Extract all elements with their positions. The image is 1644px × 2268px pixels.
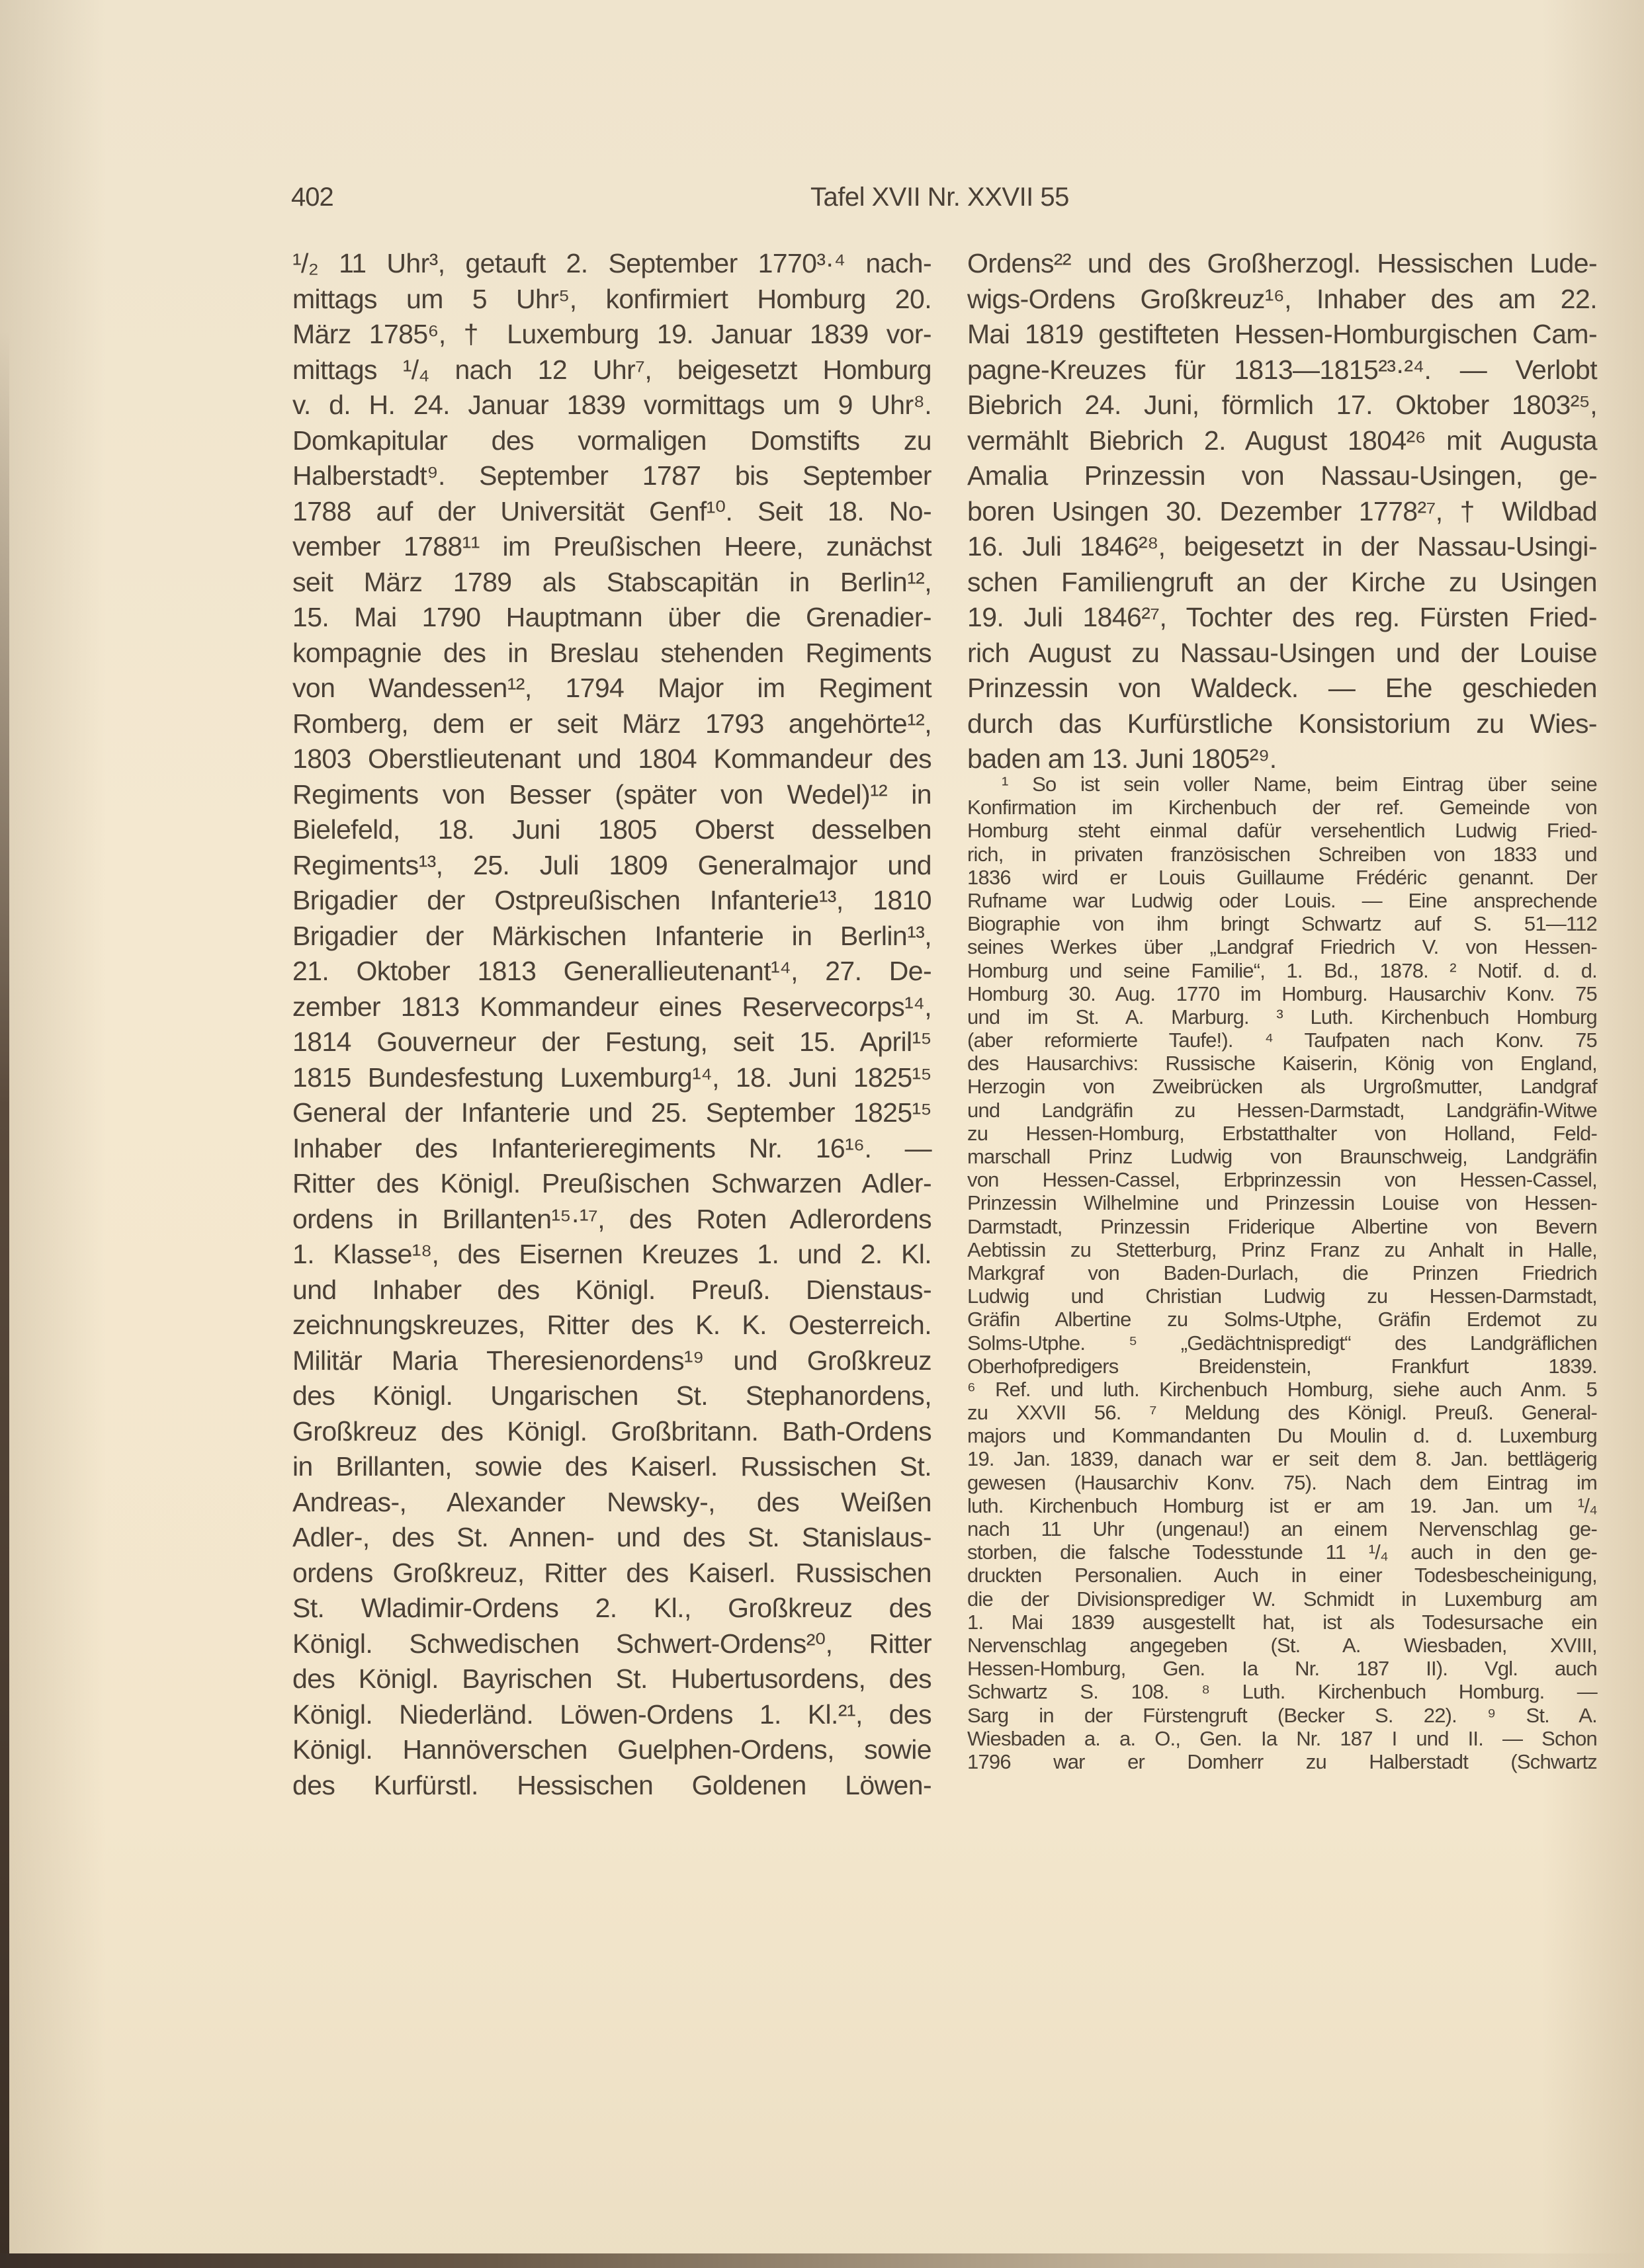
footnote-line: Homburg 30. Aug. 1770 im Homburg. Hausarchiv Konv. 75 <box>967 982 1597 1005</box>
footnote-line: marschall Prinz Ludwig von Braunschweig, Landgräfin <box>967 1145 1597 1168</box>
text-line: Romberg, dem er seit März 1793 angehörte¹², <box>292 708 931 739</box>
footnote-line: von Hessen-Cassel, Erbprinzessin von Hessen-Cassel, <box>967 1168 1597 1192</box>
text-line: und Inhaber des Königl. Preuß. Dienstaus- <box>292 1274 931 1305</box>
text-line: 15. Mai 1790 Hauptmann über die Grenadier- <box>292 602 931 632</box>
footnote-line: Solms-Utphe. ⁵ „Gedächtnispredigt“ des Landgräflichen <box>967 1331 1597 1355</box>
text-line: Regiments¹³, 25. Juli 1809 Generalmajor und <box>292 849 931 880</box>
footnote-line: Homburg und seine Familie“, 1. Bd., 1878. ² Notif. d. d. <box>967 958 1597 982</box>
text-line: Brigadier der Märkischen Infanterie in Berlin¹³, <box>292 920 931 951</box>
right-column-text <box>967 246 1597 777</box>
footnote-line: luth. Kirchenbuch Homburg ist er am 19. Jan. um ¹/₄ <box>967 1493 1597 1517</box>
text-line: kompagnie des in Breslau stehenden Regiments <box>292 637 931 668</box>
footnote-line: seines Werkes über „Landgraf Friedrich V. von Hessen- <box>967 935 1597 959</box>
text-line: Biebrich 24. Juni, förmlich 17. Oktober 1803²⁵, <box>967 390 1597 420</box>
text-line: 19. Juli 1846²⁷, Tochter des reg. Fürsten Fried- <box>967 602 1597 632</box>
text-line: von Wandessen¹², 1794 Major im Regiment <box>292 673 931 703</box>
text-line: wigs-Ordens Großkreuz¹⁶, Inhaber des am 22. <box>967 283 1597 314</box>
text-line: Regiments von Besser (später von Wedel)¹² in <box>292 778 931 810</box>
footnote-line: nach 11 Uhr (ungenau!) an einem Nervenschlag ge- <box>967 1517 1597 1540</box>
text-line: Ritter des Königl. Preußischen Schwarzen Adler- <box>292 1168 931 1198</box>
footnote-line: 1836 wird er Louis Guillaume Frédéric genannt. Der <box>967 865 1597 889</box>
text-line: Inhaber des Infanterieregiments Nr. 16¹⁶. — <box>292 1132 931 1163</box>
text-line: Königl. Hannöverschen Guelphen-Ordens, sowie <box>292 1734 931 1765</box>
text-line: v. d. H. 24. Januar 1839 vormittags um 9 Uhr⁸. <box>292 390 931 420</box>
text-line: schen Familiengruft an der Kirche zu Usingen <box>967 566 1597 597</box>
footnote-line: (aber reformierte Taufe!). ⁴ Taufpaten nach Konv. 75 <box>967 1029 1597 1052</box>
text-line: Ordens²² und des Großherzogl. Hessischen Lude- <box>967 248 1597 278</box>
footnote-line: Homburg steht einmal dafür versehentlich Ludwig Fried- <box>967 819 1597 843</box>
text-line: 1788 auf der Universität Genf¹⁰. Seit 18. No- <box>292 495 931 526</box>
text-line: ordens in Brillanten¹⁵·¹⁷, des Roten Adlerordens <box>292 1203 931 1234</box>
text-line: Königl. Schwedischen Schwert-Ordens²⁰, Ritter <box>292 1628 931 1659</box>
text-line: Bielefeld, 18. Juni 1805 Oberst desselben <box>292 814 931 845</box>
footnote-line: Markgraf von Baden-Durlach, die Prinzen Friedrich <box>967 1261 1597 1284</box>
text-line: 1. Klasse¹⁸, des Eisernen Kreuzes 1. und 2. Kl. <box>292 1239 931 1269</box>
text-line: 21. Oktober 1813 Generallieutenant¹⁴, 27. De- <box>292 956 931 986</box>
footnote-line: Schwartz S. 108. ⁸ Luth. Kirchenbuch Homburg. — <box>967 1680 1597 1704</box>
footnote-line: rich, in privaten französischen Schreiben von 1833 und <box>967 842 1597 866</box>
footnote-line: Rufname war Ludwig oder Louis. — Eine ansprechende <box>967 888 1597 912</box>
footnote-line: Biographie von ihm bringt Schwartz auf S. 51—112 <box>967 912 1597 936</box>
text-line: 1803 Oberstlieutenant und 1804 Kommandeur des <box>292 743 931 774</box>
text-line: mittags um 5 Uhr⁵, konfirmiert Homburg 20. <box>292 283 931 314</box>
text-line: Mai 1819 gestifteten Hessen-Homburgischen Cam- <box>967 319 1597 349</box>
footnote-line: zu Hessen-Homburg, Erbstatthalter von Holland, Feld- <box>967 1121 1597 1145</box>
text-line: boren Usingen 30. Dezember 1778²⁷, † Wildbad <box>967 495 1597 526</box>
text-line: pagne-Kreuzes für 1813—1815²³·²⁴. — Verlobt <box>967 354 1597 385</box>
footnote-line: Oberhofpredigers Breidenstein, Frankfurt 1839. <box>967 1354 1597 1378</box>
footnote-line: Konfirmation im Kirchenbuch der ref. Gemeinde von <box>967 796 1597 819</box>
footnote-line: und im St. A. Marburg. ³ Luth. Kirchenbuch Homburg <box>967 1005 1597 1029</box>
text-line: Domkapitular des vormaligen Domstifts zu <box>292 425 931 456</box>
scan-bottom-edge <box>0 2253 1644 2268</box>
footnote-line: Herzogin von Zweibrücken als Urgroßmutter, Landgraf <box>967 1075 1597 1099</box>
text-line: Königl. Niederländ. Löwen-Ordens 1. Kl.²¹, des <box>292 1699 931 1730</box>
text-line: Andreas-, Alexander Newsky-, des Weißen <box>292 1486 931 1517</box>
text-line: vember 1788¹¹ im Preußischen Heere, zunächst <box>292 531 931 562</box>
text-line: vermählt Biebrich 2. August 1804²⁶ mit Augusta <box>967 425 1597 456</box>
text-line: Amalia Prinzessin von Nassau-Usingen, ge- <box>967 460 1597 491</box>
footnote-line: majors und Kommandanten Du Moulin d. d. Luxemburg <box>967 1424 1597 1448</box>
footnote-line: Nervenschlag angegeben (St. A. Wiesbaden, XVIII, <box>967 1633 1597 1657</box>
page-number: 402 <box>291 183 333 212</box>
footnote-line: des Hausarchivs: Russische Kaiserin, König von England, <box>967 1052 1597 1075</box>
footnote-line: 19. Jan. 1839, danach war er seit dem 8. Jan. bettlägerig <box>967 1447 1597 1471</box>
footnote-line: und Landgräfin zu Hessen-Darmstadt, Landgräfin-Witwe <box>967 1098 1597 1122</box>
text-line: 1815 Bundesfestung Luxemburg¹⁴, 18. Juni 1825¹⁵ <box>292 1062 931 1093</box>
text-line: Halberstadt⁹. September 1787 bis September <box>292 460 931 491</box>
text-line: rich August zu Nassau-Usingen und der Louise <box>967 637 1597 668</box>
footnotes <box>967 773 1597 1773</box>
text-line: Prinzessin von Waldeck. — Ehe geschieden <box>967 673 1597 703</box>
footnote-line: 1796 war er Domherr zu Halberstadt (Schwartz <box>967 1749 1597 1773</box>
footnote-line: Wiesbaden a. a. O., Gen. Ia Nr. 187 I und II. — Schon <box>967 1726 1597 1750</box>
footnote-line: ⁶ Ref. und luth. Kirchenbuch Homburg, siehe auch Anm. 5 <box>967 1377 1597 1401</box>
text-line: zember 1813 Kommandeur eines Reservecorps¹⁴, <box>292 991 931 1022</box>
footnote-line: die der Divisionsprediger W. Schmidt in Luxemburg am <box>967 1587 1597 1611</box>
footnote-line: Sarg in der Fürstengruft (Becker S. 22). ⁹ St. A. <box>967 1703 1597 1727</box>
footnote-line: Prinzessin Wilhelmine und Prinzessin Louise von Hessen- <box>967 1191 1597 1215</box>
text-line: Großkreuz des Königl. Großbritann. Bath-Ordens <box>292 1415 931 1447</box>
left-column-text <box>292 246 931 1803</box>
text-line: des Kurfürstl. Hessischen Goldenen Löwen- <box>292 1769 931 1800</box>
running-head: Tafel XVII Nr. XXVII 55 <box>810 183 1069 212</box>
text-line: zeichnungskreuzes, Ritter des K. K. Oesterreich. <box>292 1310 931 1340</box>
text-line: des Königl. Bayrischen St. Hubertusordens, des <box>292 1663 931 1694</box>
text-line: baden am 13. Juni 1805²⁹. <box>967 743 1277 774</box>
text-line: General der Infanterie und 25. September 1825¹⁵ <box>292 1097 931 1128</box>
footnote-line: Ludwig und Christian Ludwig zu Hessen-Darmstadt, <box>967 1284 1597 1308</box>
text-line: Brigadier der Ostpreußischen Infanterie¹³, 1810 <box>292 885 931 915</box>
text-line: des Königl. Ungarischen St. Stephanordens, <box>292 1380 931 1411</box>
footnote-line: 1. Mai 1839 ausgestellt hat, ist als Todesursache ein <box>967 1610 1597 1634</box>
text-line: Adler-, des St. Annen- und des St. Stanislaus- <box>292 1522 931 1552</box>
footnote-line: Hessen-Homburg, Gen. Ia Nr. 187 II). Vgl. auch <box>967 1657 1597 1681</box>
text-line: St. Wladimir-Ordens 2. Kl., Großkreuz des <box>292 1593 931 1623</box>
footnote-line: ¹ So ist sein voller Name, beim Eintrag über seine <box>1002 773 1597 796</box>
text-line: Militär Maria Theresienordens¹⁹ und Großkreuz <box>292 1345 931 1376</box>
footnote-line: zu XXVII 56. ⁷ Meldung des Königl. Preuß. General- <box>967 1401 1597 1425</box>
text-line: durch das Kurfürstliche Konsistorium zu Wies- <box>967 708 1597 739</box>
text-line: ordens Großkreuz, Ritter des Kaiserl. Russischen <box>292 1557 931 1588</box>
text-line: ¹/₂ 11 Uhr³, getauft 2. September 1770³·⁴ nach- <box>292 248 931 278</box>
footnote-line: Aebtissin zu Stetterburg, Prinz Franz zu Anhalt in Halle, <box>967 1238 1597 1261</box>
text-line: März 1785⁶, † Luxemburg 19. Januar 1839 vor- <box>292 319 931 349</box>
text-line: 1814 Gouverneur der Festung, seit 15. April¹⁵ <box>292 1027 931 1057</box>
text-line: in Brillanten, sowie des Kaiserl. Russischen St. <box>292 1451 931 1482</box>
footnote-line: druckten Personalien. Auch in einer Todesbescheinigung, <box>967 1564 1597 1587</box>
footnote-line: Gräfin Albertine zu Solms-Utphe, Gräfin Erdemot zu <box>967 1308 1597 1331</box>
text-line: mittags ¹/₄ nach 12 Uhr⁷, beigesetzt Homburg <box>292 354 931 385</box>
text-line: seit März 1789 als Stabscapitän in Berlin¹², <box>292 566 931 597</box>
footnote-line: gewesen (Hausarchiv Konv. 75). Nach dem Eintrag im <box>967 1470 1597 1494</box>
footnote-line: storben, die falsche Todesstunde 11 ¹/₄ auch in den ge- <box>967 1540 1597 1564</box>
scan-binding-edge <box>0 331 9 2268</box>
text-line: 16. Juli 1846²⁸, beigesetzt in der Nassau-Usingi- <box>967 531 1597 562</box>
footnote-line: Darmstadt, Prinzessin Friderique Albertine von Bevern <box>967 1214 1597 1238</box>
